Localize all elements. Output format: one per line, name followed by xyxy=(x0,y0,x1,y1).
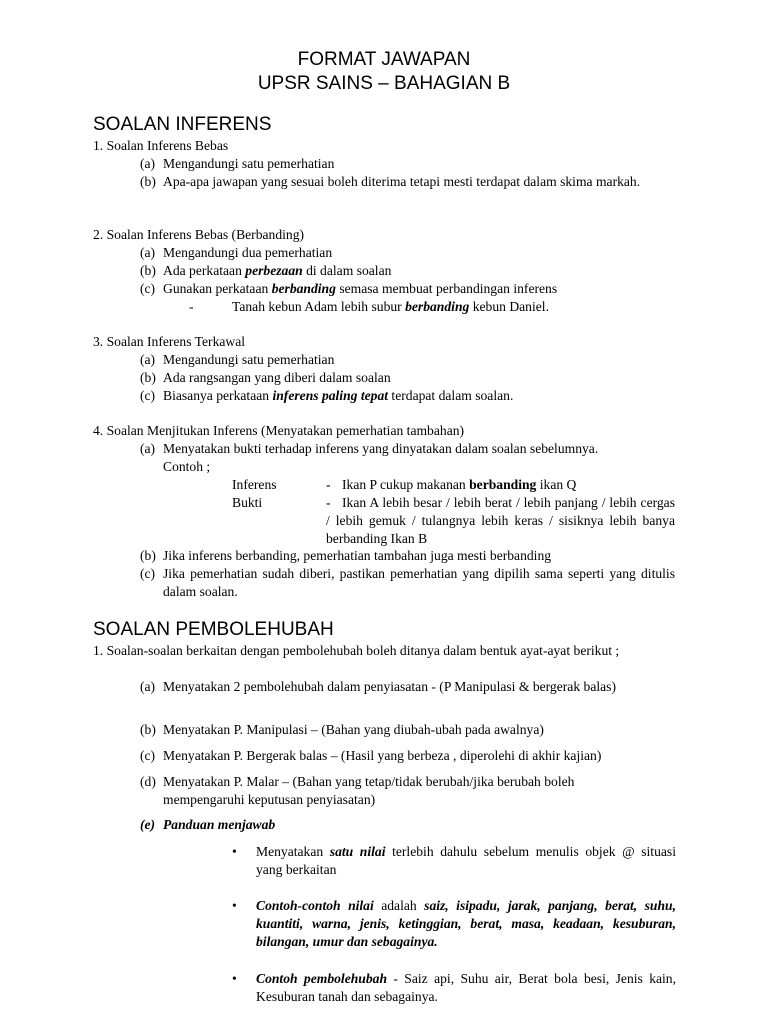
q1-b-text: Apa-apa jawapan yang sesuai boleh diterima tetapi mesti terdapat dalam skima markah. xyxy=(163,174,641,189)
q4-bukti-text: Ikan A lebih besar / lebih berat / lebih panjang / lebih cergas / lebih gemuk / tulangnya lebih keras / sisiknya lebih banya berbanding Ikan B xyxy=(326,495,675,546)
pb-d-text: Menyatakan P. Malar – (Bahan yang tetap/tidak berubah/jika berubah boleh mempengaruhi keputusan penyiasatan) xyxy=(163,774,575,807)
pb-e-marker: (e) xyxy=(140,817,156,832)
emphasis-inferens-paling-tepat: inferens paling tepat xyxy=(272,388,389,403)
q4-bukti-dash: - xyxy=(326,495,331,510)
q4-c-text: Jika pemerhatian sudah diberi, pastikan pemerhatian yang dipilih sama seperti yang ditulis dalam soalan. xyxy=(163,566,675,599)
bullet-3-text: Contoh pembolehubah - Saiz api, Suhu air, Berat bola besi, Jenis kain, Kesuburan tanah dan sebagainya. xyxy=(256,971,676,1004)
section-heading-pembolehubah: SOALAN PEMBOLEHUBAH xyxy=(93,619,334,640)
q2-c-text: Gunakan perkataan berbanding semasa membuat perbandingan inferens xyxy=(163,281,558,296)
emphasis-berbanding-example: berbanding xyxy=(405,299,470,314)
q3-c-marker: (c) xyxy=(140,388,156,403)
section-heading-inferens: SOALAN INFERENS xyxy=(93,114,272,135)
emphasis-contoh-pembolehubah: Contoh pembolehubah xyxy=(256,971,388,986)
title-line-2: UPSR SAINS – BAHAGIAN B xyxy=(257,73,511,94)
pb-a-marker: (a) xyxy=(140,679,156,694)
q4-b-marker: (b) xyxy=(140,548,156,563)
q2-a-marker: (a) xyxy=(140,245,156,260)
bullet-1-text: Menyatakan satu nilai terlebih dahulu sebelum menulis objek @ situasi yang berkaitan xyxy=(256,844,676,877)
bullet-2-glyph: • xyxy=(232,898,237,913)
emphasis-satu-nilai: satu nilai xyxy=(329,844,386,859)
bullet-3-glyph: • xyxy=(232,971,237,986)
q3-c-text: Biasanya perkataan inferens paling tepat terdapat dalam soalan. xyxy=(163,388,514,403)
pb-b-marker: (b) xyxy=(140,722,156,737)
q4-b-text: Jika inferens berbanding, pemerhatian tambahan juga mesti berbanding xyxy=(163,548,552,563)
q1-a-text: Mengandungi satu pemerhatian xyxy=(163,156,335,171)
pb-a-text: Menyatakan 2 pembolehubah dalam penyiasatan - (P Manipulasi & bergerak balas) xyxy=(163,679,616,694)
q4-c-marker: (c) xyxy=(140,566,156,581)
q3-a-marker: (a) xyxy=(140,352,156,367)
q2-title: 2. Soalan Inferens Bebas (Berbanding) xyxy=(93,227,305,242)
pb-b-text: Menyatakan P. Manipulasi – (Bahan yang diubah-ubah pada awalnya) xyxy=(163,722,544,737)
emphasis-contoh-contoh-nilai: Contoh-contoh nilai xyxy=(256,898,374,913)
emphasis-berbanding-inferens: berbanding xyxy=(469,477,537,492)
q2-b-text: Ada perkataan perbezaan di dalam soalan xyxy=(163,263,392,278)
q3-b-marker: (b) xyxy=(140,370,156,385)
pb-e-text: Panduan menjawab xyxy=(163,817,276,832)
q4-bukti-label: Bukti xyxy=(232,495,263,510)
title-line-1: FORMAT JAWAPAN xyxy=(297,49,471,70)
emphasis-berbanding: berbanding xyxy=(271,281,336,296)
pb-c-text: Menyatakan P. Bergerak balas – (Hasil yang berbeza , diperolehi di akhir kajian) xyxy=(163,748,602,763)
q1-b-marker: (b) xyxy=(140,174,156,189)
q4-title: 4. Soalan Menjitukan Inferens (Menyatakan pemerhatian tambahan) xyxy=(93,423,465,438)
q4-a-text: Menyatakan bukti terhadap inferens yang dinyatakan dalam soalan sebelumnya. xyxy=(163,441,599,456)
bullet-2-text: Contoh-contoh nilai adalah saiz, isipadu, jarak, panjang, berat, suhu, kuantiti, warna, jenis, ketinggian, berat, masa, keadaan, kesuburan, bilangan, umur dan sebagainya. xyxy=(256,898,676,949)
q2-c-marker: (c) xyxy=(140,281,156,296)
emphasis-perbezaan: perbezaan xyxy=(245,263,303,278)
q1-title: 1. Soalan Inferens Bebas xyxy=(93,138,229,153)
q4-inferens-dash: - xyxy=(326,477,331,492)
q4-contoh-label: Contoh ; xyxy=(163,459,211,474)
q3-title: 3. Soalan Inferens Terkawal xyxy=(93,334,246,349)
q2-b-marker: (b) xyxy=(140,263,156,278)
pb-c-marker: (c) xyxy=(140,748,156,763)
q3-b-text: Ada rangsangan yang diberi dalam soalan xyxy=(163,370,391,385)
q2-example-dash: - xyxy=(189,299,194,314)
q3-a-text: Mengandungi satu pemerhatian xyxy=(163,352,335,367)
q4-inferens-label: Inferens xyxy=(232,477,277,492)
q2-a-text: Mengandungi dua pemerhatian xyxy=(163,245,333,260)
q4-inferens-text: Ikan P cukup makanan berbanding ikan Q xyxy=(342,477,577,492)
pembolehubah-intro: 1. Soalan-soalan berkaitan dengan pembolehubah boleh ditanya dalam bentuk ayat-ayat berikut ; xyxy=(93,643,620,658)
q4-a-marker: (a) xyxy=(140,441,156,456)
q1-a-marker: (a) xyxy=(140,156,156,171)
q2-example-text: Tanah kebun Adam lebih subur berbanding kebun Daniel. xyxy=(232,299,549,314)
bullet-1-glyph: • xyxy=(232,844,237,859)
emphasis-nilai-list: saiz, isipadu, jarak, panjang, berat, suhu, kuantiti, warna, jenis, ketinggian, berat, masa, keadaan, kesuburan, bilangan, umur dan sebagainya. xyxy=(256,898,676,949)
pb-d-marker: (d) xyxy=(140,774,156,789)
